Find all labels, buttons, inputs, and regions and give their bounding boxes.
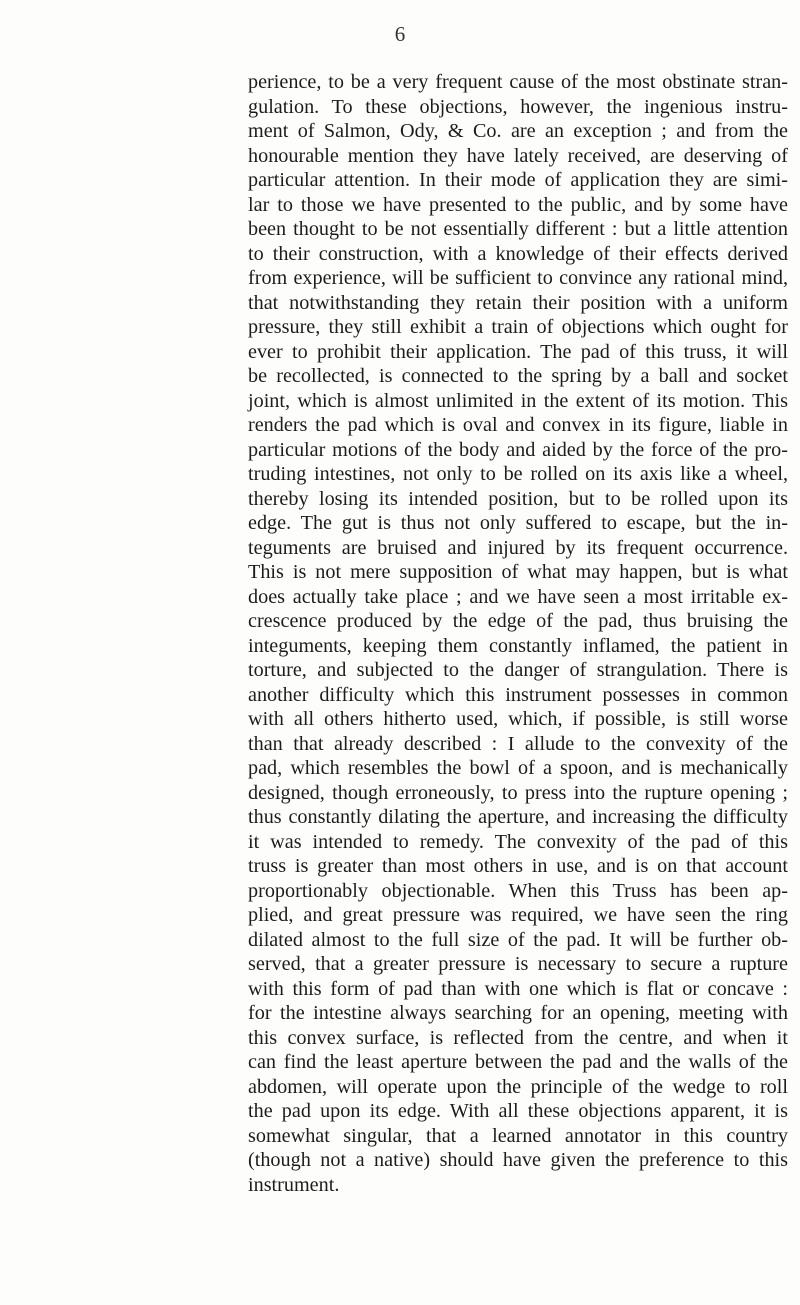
text-line: ment of Salmon, Ody, & Co. are an exception ; and from the — [248, 120, 788, 142]
body-text — [248, 70, 788, 1197]
text-line: lar to those we have presented to the public, and by some have — [248, 193, 788, 216]
text-line: be recollected, is connected to the spring by a ball and socket — [248, 365, 788, 387]
text-line: torture, and subjected to the danger of strangulation. There is — [248, 659, 788, 681]
text-line: renders the pad which is oval and convex in its figure, liable in — [248, 414, 788, 436]
text-line: for the intestine always searching for an opening, meeting with — [248, 1002, 788, 1024]
text-line: served, that a greater pressure is necessary to secure a rupture — [248, 953, 788, 975]
text-line: proportionably objectionable. When this Truss has been ap- — [248, 879, 788, 902]
text-line: thus constantly dilating the aperture, and increasing the difficulty — [248, 806, 788, 828]
text-line: been thought to be not essentially different : but a little attention — [248, 218, 788, 240]
text-line: instrument. — [248, 1173, 340, 1196]
text-line: integuments, keeping them constantly inflamed, the patient in — [248, 634, 788, 657]
text-line: with all others hitherto used, which, if possible, is still worse — [248, 708, 788, 730]
text-line: truss is greater than most others in use, and is on that account — [248, 855, 788, 877]
text-line: the pad upon its edge. With all these objections apparent, it is — [248, 1100, 788, 1122]
text-line: from experience, will be sufficient to convince any rational mind, — [248, 267, 788, 289]
text-line: ever to prohibit their application. The pad of this truss, it will — [248, 340, 788, 363]
text-line: thereby losing its intended position, but to be rolled upon its — [248, 487, 788, 510]
text-line: to their construction, with a knowledge of their effects derived — [248, 242, 788, 265]
text-line: This is not mere supposition of what may happen, but is what — [248, 561, 788, 583]
text-line: particular attention. In their mode of application they are simi- — [248, 169, 788, 191]
page-number: 6 — [394, 22, 406, 46]
text-line: crescence produced by the edge of the pad, thus bruising the — [248, 610, 788, 632]
text-line: gulation. To these objections, however, the ingenious instru- — [248, 95, 788, 118]
text-line: truding intestines, not only to be rolled on its axis like a wheel, — [248, 463, 788, 485]
text-line: dilated almost to the full size of the pad. It will be further ob- — [248, 928, 788, 951]
text-line: joint, which is almost unlimited in the extent of its motion. This — [248, 389, 788, 412]
text-line: perience, to be a very frequent cause of the most obstinate stran- — [248, 71, 788, 93]
text-line: particular motions of the body and aided by the force of the pro- — [248, 438, 788, 461]
text-line: honourable mention they have lately received, are deserving of — [248, 144, 788, 167]
text-line: this convex surface, is reflected from the centre, and when it — [248, 1026, 788, 1049]
text-line: it was intended to remedy. The convexity of the pad of this — [248, 830, 788, 853]
text-line: than that already described : I allude to the convexity of the — [248, 732, 788, 755]
text-line: with this form of pad than with one which is flat or concave : — [248, 977, 788, 1000]
text-line: teguments are bruised and injured by its frequent occurrence. — [248, 536, 788, 559]
text-line: can find the least aperture between the pad and the walls of the — [248, 1051, 788, 1073]
text-line: another difficulty which this instrument possesses in common — [248, 683, 788, 706]
text-line: (though not a native) should have given the preference to this — [248, 1149, 788, 1171]
text-line: pad, which resembles the bowl of a spoon, and is mechanically — [248, 757, 788, 779]
text-line: pressure, they still exhibit a train of objections which ought for — [248, 316, 788, 338]
text-line: plied, and great pressure was required, we have seen the ring — [248, 904, 788, 926]
text-line: abdomen, will operate upon the principle of the wedge to roll — [248, 1075, 788, 1098]
text-line: designed, though erroneously, to press into the rupture opening ; — [248, 781, 788, 804]
text-line: edge. The gut is thus not only suffered to escape, but the in- — [248, 512, 788, 534]
text-line: somewhat singular, that a learned annotator in this country — [248, 1124, 788, 1147]
text-line: does actually take place ; and we have seen a most irritable ex- — [248, 585, 788, 608]
text-line: that notwithstanding they retain their position with a uniform — [248, 291, 788, 314]
